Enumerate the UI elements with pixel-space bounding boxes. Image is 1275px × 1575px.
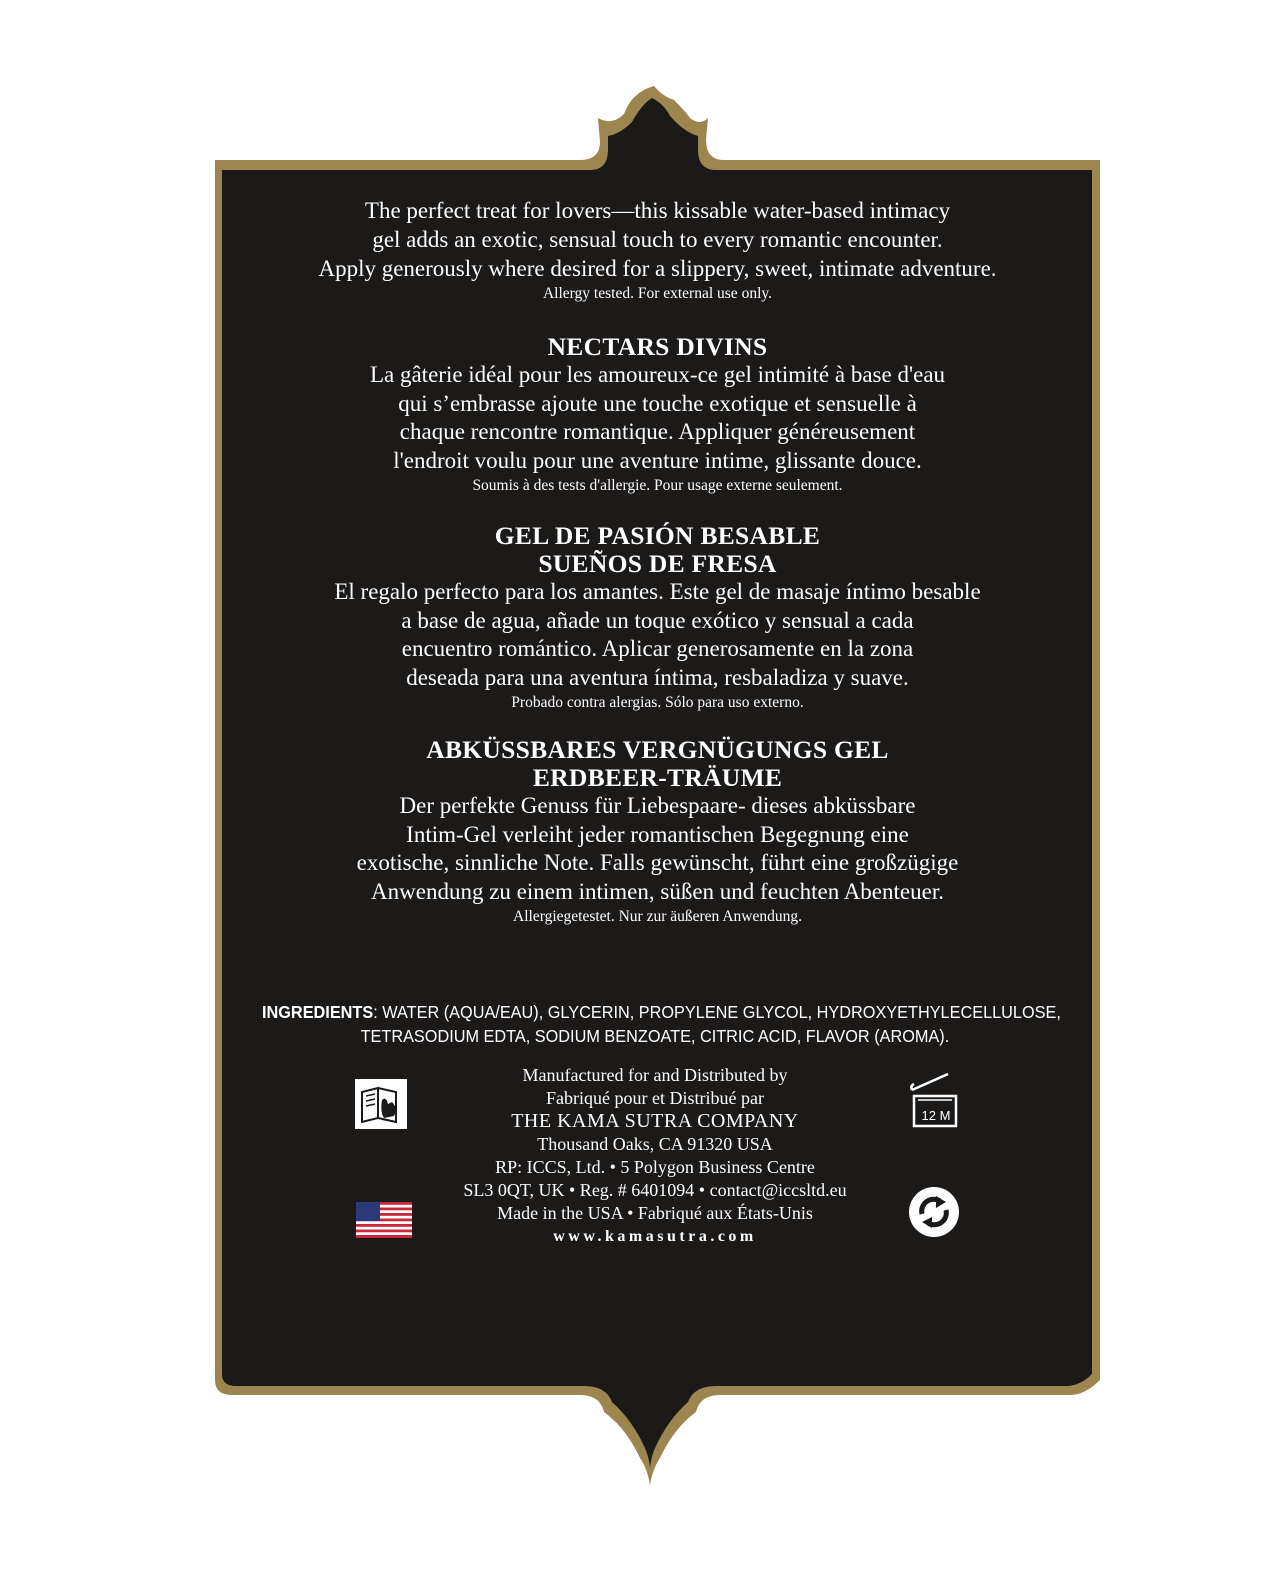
company-info: [405, 1064, 905, 1248]
company-line: RP: ICCS, Ltd. • 5 Polygon Business Centre: [495, 1157, 815, 1177]
ingredients-line-1: [262, 1000, 1061, 1024]
ingredients-block: [262, 1000, 1061, 1048]
german-description: [240, 792, 1075, 906]
german-line: Anwendung zu einem intimen, süßen und feuchten Abenteuer.: [371, 878, 944, 904]
german-heading-line: ERDBEER-TRÄUME: [532, 763, 783, 792]
french-line: chaque rencontre romantique. Appliquer généreusement: [399, 419, 916, 444]
english-line: gel adds an exotic, sensual touch to every romantic encounter.: [372, 227, 943, 252]
french-line: La gâterie idéal pour les amoureux-ce gel intimité à base d'eau: [369, 362, 946, 387]
read-leaflet-icon: [354, 1078, 408, 1135]
german-line: Intim-Gel verleiht jeder romantischen Begegnung eine: [406, 821, 909, 847]
ingredients-text-1: : WATER (AQUA/EAU), GLYCERIN, PROPYLENE GLYCOL, HYDROXYETHYLECELLULOSE,: [373, 1002, 1061, 1022]
period-after-opening-icon: [904, 1068, 962, 1135]
spanish-line: encuentro romántico. Aplicar generosamente en la zona: [401, 636, 914, 661]
spanish-heading-line: SUEÑOS DE FRESA: [538, 549, 777, 578]
spanish-heading: [240, 522, 1075, 578]
german-heading: [240, 736, 1075, 792]
pao-label: 12 M: [921, 1108, 951, 1123]
english-section: [240, 196, 1075, 305]
recycle-icon: [906, 1184, 962, 1245]
us-flag-icon: [356, 1202, 412, 1243]
french-heading: NECTARS DIVINS: [547, 332, 768, 361]
ingredients-label: INGREDIENTS: [262, 1002, 374, 1022]
spanish-note: Probado contra alergias. Sólo para uso externo.: [511, 694, 804, 711]
company-line: Fabriqué pour et Distribué par: [546, 1088, 764, 1108]
spanish-description: [240, 578, 1075, 692]
german-heading-line: ABKÜSSBARES VERGNÜGUNGS GEL: [426, 735, 889, 764]
german-section: [240, 736, 1075, 928]
french-line: qui s’embrasse ajoute une touche exotique et sensuelle à: [398, 390, 917, 416]
spanish-line: deseada para una aventura íntima, resbaladiza y suave.: [406, 664, 909, 690]
company-line: Made in the USA • Fabriqué aux États-Unis: [497, 1203, 813, 1223]
english-note: Allergy tested. For external use only.: [542, 285, 772, 302]
german-line: exotische, sinnliche Note. Falls gewünscht, führt eine großzügige: [356, 850, 959, 875]
english-line: Apply generously where desired for a slippery, sweet, intimate adventure.: [318, 256, 997, 281]
english-line: The perfect treat for lovers—this kissable water-based intimacy: [364, 198, 951, 223]
spanish-line: a base de agua, añade un toque exótico y sensual a cada: [401, 607, 914, 633]
label-text-content: [240, 196, 1075, 928]
company-website: www.kamasutra.com: [553, 1228, 757, 1245]
company-line: SL3 0QT, UK • Reg. # 6401094 • contact@iccsltd.eu: [463, 1180, 847, 1200]
english-description: [240, 196, 1075, 283]
company-line: Thousand Oaks, CA 91320 USA: [537, 1134, 773, 1154]
company-name: THE KAMA SUTRA COMPANY: [511, 1110, 799, 1132]
ingredients-text-2: TETRASODIUM EDTA, SODIUM BENZOATE, CITRIC ACID, FLAVOR (AROMA).: [360, 1026, 950, 1046]
german-note: Allergiegetestet. Nur zur äußeren Anwendung.: [513, 908, 802, 925]
spanish-heading-line: GEL DE PASIÓN BESABLE: [494, 521, 821, 550]
french-description: [240, 361, 1075, 475]
french-section: [240, 333, 1075, 497]
spanish-line: El regalo perfecto para los amantes. Este gel de masaje íntimo besable: [334, 579, 981, 604]
french-line: l'endroit voulu pour une aventure intime, glissante douce.: [393, 447, 922, 473]
spanish-section: [240, 522, 1075, 714]
company-line: Manufactured for and Distributed by: [522, 1065, 788, 1085]
french-note: Soumis à des tests d'allergie. Pour usage externe seulement.: [472, 477, 843, 494]
german-line: Der perfekte Genuss für Liebespaare- dieses abküssbare: [399, 793, 916, 818]
